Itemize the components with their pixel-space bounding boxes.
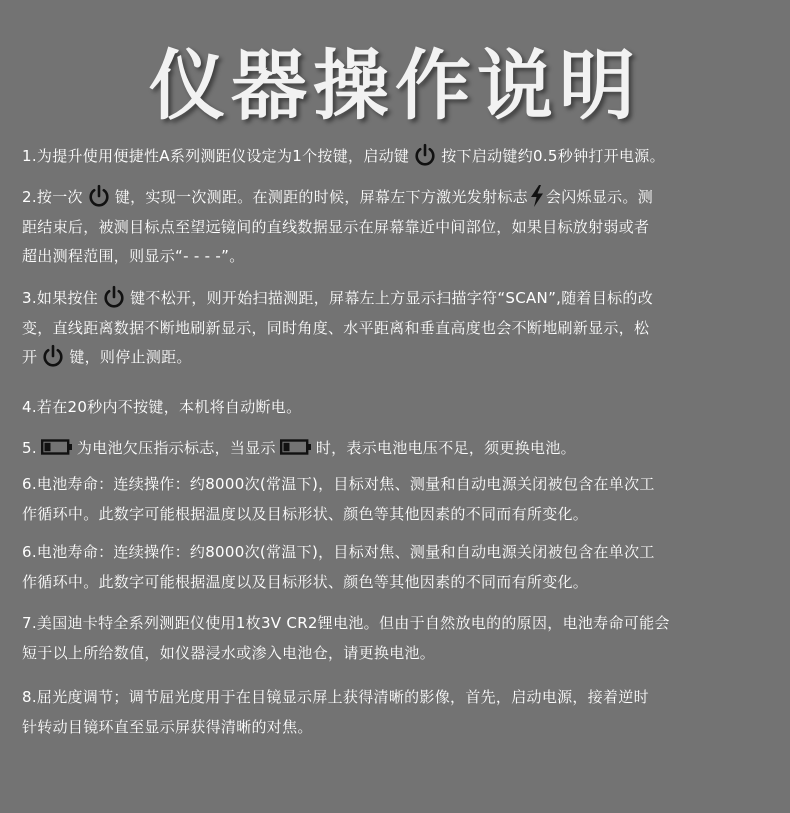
paragraph-7-line-2: 短于以上所给数值，如仪器浸水或渗入电池仓，请更换电池。 [22,643,436,662]
paragraph-3 [22,284,770,373]
paragraph-2-text-c: 会闪烁显示。测 [545,188,654,206]
paragraph-6-line-1: 6.电池寿命：连续操作：约8000次(常温下)，目标对焦、测量和自动电源关闭被包含在单次工 [22,475,655,493]
paragraph-6-repeat-line-1: 6.电池寿命：连续操作：约8000次(常温下)，目标对焦、测量和自动电源关闭被包含在单次工 [22,543,655,561]
low-battery-icon [41,439,73,455]
power-icon [87,184,111,208]
paragraph-4-line-1: 4.若在20秒内不按键，本机将自动断电。 [22,398,302,416]
paragraph-2-text-b: 键，实现一次测距。在测距的时候，屏幕左下方激光发射标志 [114,188,528,206]
lightning-icon [530,185,544,207]
paragraph-6-line-2: 作循环中。此数字可能根据温度以及目标形状、颜色等其他因素的不同而有所变化。 [22,504,589,523]
paragraph-6-repeat [22,538,770,597]
low-battery-icon [280,439,312,455]
paragraph-3-text-a: 3.如果按住 [22,289,99,307]
paragraph-2-line-2: 距结束后，被测目标点至望远镜间的直线数据显示在屏幕靠近中间部位，如果目标放射弱或者 [22,217,650,236]
paragraph-2-text-a: 2.按一次 [22,188,83,206]
paragraph-6-repeat-line-2: 作循环中。此数字可能根据温度以及目标形状、颜色等其他因素的不同而有所变化。 [22,572,589,591]
paragraph-4 [22,393,770,423]
power-icon [41,344,65,368]
power-icon [102,285,126,309]
paragraph-1 [22,142,770,172]
power-icon [413,143,437,167]
paragraph-3-line-2: 变，直线距离数据不断地刷新显示，同时角度、水平距离和垂直高度也会不断地刷新显示，松 [22,318,650,337]
paragraph-2-line-3: 超出测程范围，则显示“- - - -”。 [22,247,245,265]
paragraph-5-text-b: 为电池欠压指示标志，当显示 [76,439,276,457]
paragraph-2 [22,183,770,272]
paragraph-5-text-a: 5. [22,439,37,457]
paragraph-7 [22,609,770,668]
paragraph-5-text-c: 时，表示电池电压不足，须更换电池。 [315,439,576,457]
paragraph-3-line-3-a: 开 [22,348,38,366]
page-title: 仪器操作说明 [149,41,641,130]
paragraph-3-line-3-b: 键，则停止测距。 [69,348,192,366]
paragraph-3-text-b: 键不松开，则开始扫描测距，屏幕左上方显示扫描字符“SCAN”,随着目标的改 [130,289,654,307]
paragraph-8-line-2: 针转动目镜环直至显示屏获得清晰的对焦。 [22,717,313,736]
paragraph-7-line-1: 7.美国迪卡特全系列测距仪使用1枚3V CR2锂电池。但由于自然放电的的原因，电池寿命可能会 [22,614,670,632]
paragraph-8-line-1: 8.屈光度调节；调节屈光度用于在目镜显示屏上获得清晰的影像，首先，启动电源，接着逆时 [22,688,649,706]
paragraph-6 [22,470,770,529]
paragraph-1-text-b: 按下启动键约0.5秒钟打开电源。 [441,147,665,165]
paragraph-8 [22,683,770,742]
paragraph-5 [22,434,770,464]
paragraph-1-text-a: 1.为提升使用便捷性A系列测距仪设定为1个按键，启动键 [22,147,410,165]
